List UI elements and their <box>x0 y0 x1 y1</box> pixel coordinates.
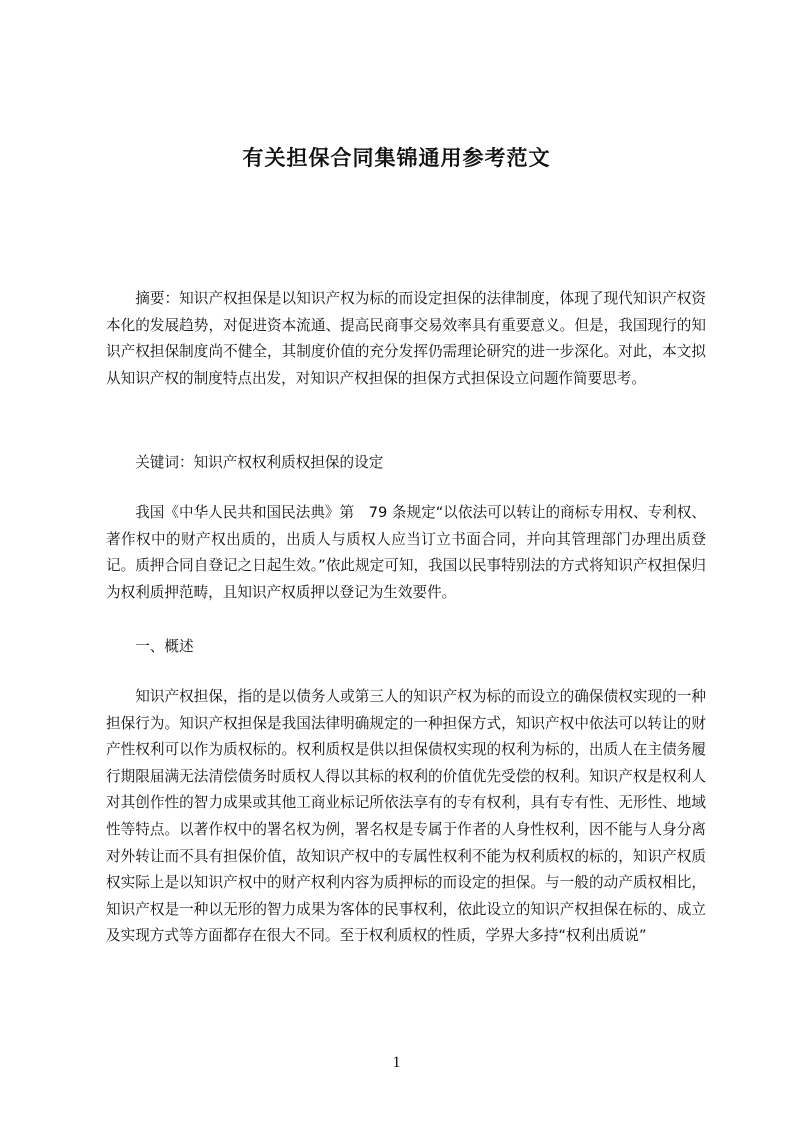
document-title: 有关担保合同集锦通用参考范文 <box>242 146 551 170</box>
section-heading: 一、概述 <box>135 638 194 655</box>
law-paragraph: 我国《中华人民共和国民法典》第 79 条规定“以依法可以转让的商标专用权、专利权、著作权中的财产权出质的，出质人与质权人应当订立书面合同，并向其管理部门办理出质登记。质押合同自登记之日起生效。”依此规定可知，我国以民事特别法的方式将知识产权担保归为权利质押范畴，且知识产权质押以登记为生效要件。 <box>106 504 706 601</box>
body-paragraph: 知识产权担保，指的是以债务人或第三人的知识产权为标的而设立的确保债权实现的一种担保行为。知识产权担保是我国法律明确规定的一种担保方式，知识产权中依法可以转让的财产性权利可以作为质权标的。权利质权是供以担保债权实现的权利为标的，出质人在主债务履行期限届满无法清偿债务时质权人得以其标的权利的价值优先受偿的权利。知识产权是权利人对其创作性的智力成果或其他工商业标记所依法享有的专有权利，具有专有性、无形性、地域性等特点。以著作权中的署名权为例，署名权是专属于作者的人身性权利，因不能与人身分离对外转让而不具有担保价值，故知识产权中的专属性权利不能为权利质权的标的，知识产权质权实际上是以知识产权中的财产权利内容为质押标的而设定的担保。与一般的动产质权相比，知识产权是一种以无形的智力成果为客体的民事权利，依此设立的知识产权担保在标的、成立及实现方式等方面都存在很大不同。至于权利质权的性质，学界大多持“权利出质说” <box>106 688 706 945</box>
page-number: 1 <box>392 1054 401 1071</box>
abstract-paragraph: 摘要：知识产权担保是以知识产权为标的而设定担保的法律制度，体现了现代知识产权资本化的发展趋势，对促进资本流通、提高民商事交易效率具有重要意义。但是，我国现行的知识产权担保制度尚不健全，其制度价值的充分发挥仍需理论研究的进一步深化。对此，本文拟从知识产权的制度特点出发，对知识产权担保的担保方式担保设立问题作简要思考。 <box>106 290 706 387</box>
keywords-line: 关键词：知识产权权利质权担保的设定 <box>135 454 384 471</box>
